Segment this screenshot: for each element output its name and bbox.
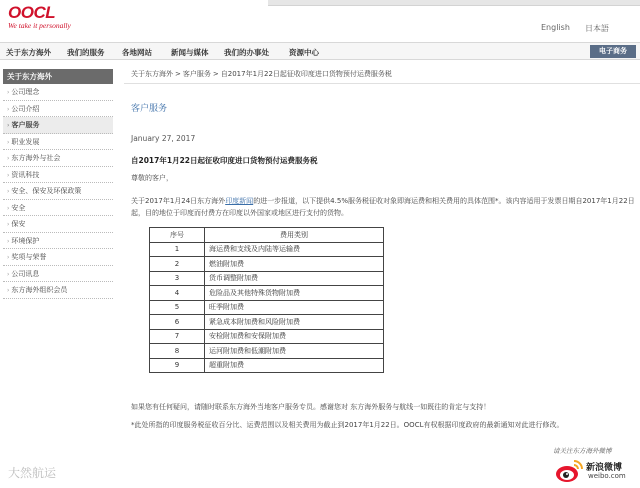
nav-local-sites[interactable]: 各地网站 bbox=[122, 48, 152, 57]
row-category: 旺季附加费 bbox=[205, 300, 384, 315]
table-row bbox=[150, 257, 384, 272]
sidebar-item-safety[interactable] bbox=[3, 200, 113, 217]
sidebar-item-label: 公司介绍 bbox=[11, 104, 40, 113]
arrow-right-icon: › bbox=[7, 254, 10, 261]
sidebar-item-philosophy[interactable] bbox=[3, 84, 113, 101]
weibo-brand-name: 新浪微博 bbox=[586, 463, 623, 473]
watermark-text: 大然航运 bbox=[8, 466, 57, 480]
nav-offices[interactable]: 我们的办事处 bbox=[224, 48, 269, 57]
sidebar-item-environment[interactable] bbox=[3, 233, 113, 250]
arrow-right-icon: › bbox=[7, 89, 10, 96]
sidebar-item-careers[interactable] bbox=[3, 134, 113, 151]
breadcrumb-separator: > bbox=[175, 70, 181, 78]
logo-wordmark: OOCL bbox=[8, 3, 56, 22]
content-divider bbox=[124, 83, 640, 84]
section-title: 客户服务 bbox=[131, 104, 168, 114]
table-row bbox=[150, 315, 384, 330]
row-number: 3 bbox=[150, 271, 205, 286]
row-number: 7 bbox=[150, 329, 205, 344]
weibo-eye-icon[interactable] bbox=[554, 458, 584, 484]
top-utility-bar bbox=[268, 0, 640, 6]
footnote: *此处所指的印度服务税征收百分比、运费范围以及相关费用为截止到2017年1月22日。OOCL有权根据印度政府的最新通知对此进行修改。 bbox=[131, 421, 564, 429]
arrow-right-icon: › bbox=[7, 287, 10, 294]
arrow-right-icon: › bbox=[7, 270, 10, 278]
sidebar-item-company-intro[interactable] bbox=[3, 101, 113, 118]
row-number: 5 bbox=[150, 300, 205, 315]
row-category: 安检附加费和安保附加费 bbox=[205, 329, 384, 344]
sidebar-item-label: 公司理念 bbox=[11, 88, 40, 96]
row-number: 2 bbox=[150, 257, 205, 272]
table-row bbox=[150, 286, 384, 301]
sidebar-item-label: 保安 bbox=[11, 220, 26, 228]
india-news-link[interactable]: 印度新闻 bbox=[225, 197, 254, 205]
table-row bbox=[150, 358, 384, 373]
oocl-logo[interactable] bbox=[8, 3, 71, 30]
arrow-right-icon: › bbox=[7, 105, 10, 113]
sidebar-item-label: 安全、保安及环保政策 bbox=[11, 187, 82, 195]
breadcrumb-separator: > bbox=[212, 70, 219, 78]
paragraph-text-after: 的进一步报道，以下提供4.5%服务税征收对象即海运费和相关费用的具体范围*。该内容适用于发票日期自2017年1月22日起，目的地位于印度而付费方在印度以外国家或地区进行支付的货物。 bbox=[131, 197, 635, 217]
nav-about[interactable]: 关于东方海外 bbox=[6, 48, 51, 57]
table-row bbox=[150, 344, 384, 359]
main-nav bbox=[0, 42, 640, 60]
breadcrumb bbox=[131, 69, 636, 79]
row-category: 超重附加费 bbox=[205, 358, 384, 373]
column-header-no: 序号 bbox=[150, 228, 205, 243]
article-paragraph bbox=[131, 195, 636, 219]
main-content bbox=[131, 69, 636, 429]
row-category: 紧急成本附加费和风险附加费 bbox=[205, 315, 384, 330]
paragraph-text-before: 关于2017年1月24日东方海外 bbox=[131, 197, 226, 205]
sidebar-item-it[interactable] bbox=[3, 167, 113, 184]
arrow-right-icon: › bbox=[7, 237, 10, 245]
arrow-right-icon: › bbox=[7, 138, 10, 146]
sidebar-item-awards[interactable] bbox=[3, 249, 113, 266]
sidebar-header[interactable]: 关于东方海外 bbox=[3, 69, 113, 84]
sidebar-item-policy[interactable] bbox=[3, 183, 113, 200]
table-row bbox=[150, 242, 384, 257]
language-japanese-link[interactable]: 日本語 bbox=[585, 24, 609, 33]
row-category: 燃油附加费 bbox=[205, 257, 384, 272]
sidebar-item-label: 公司讯息 bbox=[11, 269, 40, 278]
table-row bbox=[150, 300, 384, 315]
logo-tagline: We take it personally bbox=[8, 21, 71, 30]
sidebar-item-label: 安全 bbox=[11, 203, 26, 212]
sidebar-item-label: 环境保护 bbox=[11, 236, 40, 245]
sidebar-item-society[interactable] bbox=[3, 150, 113, 167]
row-number: 6 bbox=[150, 315, 205, 330]
language-english-link[interactable]: English bbox=[541, 23, 570, 32]
sidebar bbox=[3, 69, 113, 299]
table-row bbox=[150, 271, 384, 286]
eservice-button[interactable]: 电子商务 bbox=[590, 45, 636, 58]
row-number: 1 bbox=[150, 242, 205, 257]
sidebar-item-label: 职业发展 bbox=[11, 137, 40, 146]
row-category: 运河附加费和低潮附加费 bbox=[205, 344, 384, 359]
weibo-follow-text: 请关注东方海外微博 bbox=[553, 447, 612, 455]
arrow-right-icon: › bbox=[7, 171, 10, 179]
breadcrumb-about[interactable]: 关于东方海外 bbox=[131, 70, 173, 78]
row-category: 危险品及其他特殊货物附加费 bbox=[205, 286, 384, 301]
row-number: 8 bbox=[150, 344, 205, 359]
article-title: 自2017年1月22日起征收印度进口货物预付运费服务税 bbox=[131, 156, 318, 165]
sidebar-item-label: 东方海外组织会员 bbox=[11, 286, 68, 294]
breadcrumb-customer-service[interactable]: 客户服务 bbox=[182, 70, 211, 78]
row-category: 海运费和支线及内陆等运输费 bbox=[205, 242, 384, 257]
sidebar-item-label: 奖项与荣誉 bbox=[11, 253, 47, 261]
article-date: January 27, 2017 bbox=[131, 134, 196, 143]
sidebar-item-label: 东方海外与社会 bbox=[11, 154, 61, 162]
site-header bbox=[0, 0, 640, 42]
nav-resources[interactable]: 资源中心 bbox=[289, 48, 319, 57]
row-category: 货币调整附加费 bbox=[205, 271, 384, 286]
row-number: 9 bbox=[150, 358, 205, 373]
article-greeting: 尊敬的客户， bbox=[131, 174, 173, 182]
weibo-domain: weibo.com bbox=[588, 472, 626, 480]
table-header-row bbox=[150, 228, 384, 243]
arrow-right-icon: › bbox=[7, 204, 10, 212]
sidebar-item-label: 客户服务 bbox=[11, 121, 40, 129]
arrow-right-icon: › bbox=[7, 155, 10, 162]
arrow-right-icon: › bbox=[7, 221, 10, 228]
breadcrumb-current: 自2017年1月22日起征收印度进口货物预付运费服务税 bbox=[220, 70, 392, 78]
table-row bbox=[150, 329, 384, 344]
contact-text: 如果您有任何疑问，请随时联系东方海外当地客户服务专员。感谢您对 东方海外服务与航线一如既往的肯定与支持！ bbox=[131, 403, 491, 411]
arrow-right-icon: › bbox=[7, 122, 10, 129]
row-number: 4 bbox=[150, 286, 205, 301]
sidebar-item-company-news[interactable] bbox=[3, 266, 113, 283]
sidebar-item-label: 资讯科技 bbox=[11, 170, 40, 179]
sidebar-item-security[interactable] bbox=[3, 216, 113, 233]
fee-table bbox=[149, 227, 384, 373]
nav-services[interactable]: 我们的服务 bbox=[67, 48, 105, 57]
column-header-category: 费用类别 bbox=[205, 228, 384, 243]
sidebar-item-memberships[interactable] bbox=[3, 282, 113, 299]
sidebar-item-customer-service[interactable] bbox=[3, 117, 113, 134]
nav-news-media[interactable]: 新闻与媒体 bbox=[171, 48, 209, 57]
arrow-right-icon: › bbox=[7, 188, 10, 195]
